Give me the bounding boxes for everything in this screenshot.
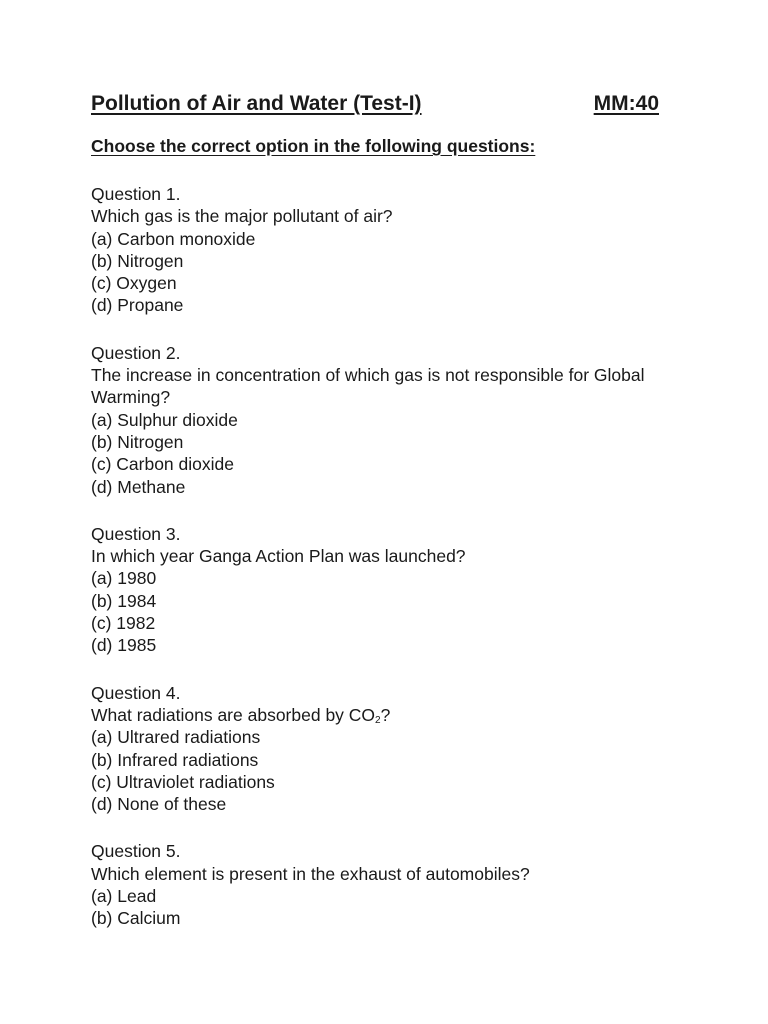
option-b: (b) Nitrogen bbox=[91, 431, 184, 452]
option-b: (b) Nitrogen bbox=[91, 250, 184, 271]
question-3 bbox=[91, 523, 691, 657]
question-text-end: ? bbox=[380, 704, 391, 725]
co2-subscript: 2 bbox=[375, 714, 381, 726]
option-a: (a) Ultrared radiations bbox=[91, 727, 261, 748]
option-a: (a) Sulphur dioxide bbox=[91, 409, 238, 430]
question-label: Question 4. bbox=[91, 682, 181, 703]
document-title: Pollution of Air and Water (Test-I) bbox=[91, 92, 422, 115]
option-a: (a) Lead bbox=[91, 886, 157, 907]
instructions-heading: Choose the correct option in the following questions: bbox=[91, 136, 536, 156]
option-a: (a) 1980 bbox=[91, 568, 157, 589]
question-list bbox=[91, 183, 691, 955]
question-text-main: What radiations are absorbed by CO bbox=[91, 704, 376, 725]
question-4 bbox=[91, 682, 691, 816]
option-b: (b) 1984 bbox=[91, 590, 157, 611]
option-d: (d) None of these bbox=[91, 794, 227, 815]
option-c: (c) Carbon dioxide bbox=[91, 454, 234, 475]
question-text: Which element is present in the exhaust of automobiles? bbox=[91, 863, 530, 884]
document-header bbox=[91, 92, 659, 122]
option-d: (d) Methane bbox=[91, 476, 186, 497]
question-text: The increase in concentration of which gas is not responsible for Global Warming? bbox=[91, 365, 645, 408]
option-c: (c) Ultraviolet radiations bbox=[91, 771, 275, 792]
question-text: Which gas is the major pollutant of air? bbox=[91, 206, 393, 227]
question-label: Question 1. bbox=[91, 184, 181, 204]
question-label: Question 3. bbox=[91, 523, 181, 544]
option-d: (d) 1985 bbox=[91, 635, 157, 656]
option-b: (b) Calcium bbox=[91, 908, 181, 929]
option-c: (c) 1982 bbox=[91, 613, 156, 634]
option-c: (c) Oxygen bbox=[91, 273, 177, 294]
question-5 bbox=[91, 840, 691, 929]
option-b: (b) Infrared radiations bbox=[91, 749, 259, 770]
question-text: In which year Ganga Action Plan was launched? bbox=[91, 546, 466, 567]
question-label: Question 5. bbox=[91, 841, 181, 862]
option-a: (a) Carbon monoxide bbox=[91, 228, 256, 249]
question-2 bbox=[91, 342, 691, 498]
max-marks: MM:40 bbox=[593, 92, 659, 115]
question-text bbox=[91, 704, 691, 726]
question-1 bbox=[91, 183, 691, 317]
question-label: Question 2. bbox=[91, 342, 181, 363]
option-d: (d) Propane bbox=[91, 295, 184, 316]
